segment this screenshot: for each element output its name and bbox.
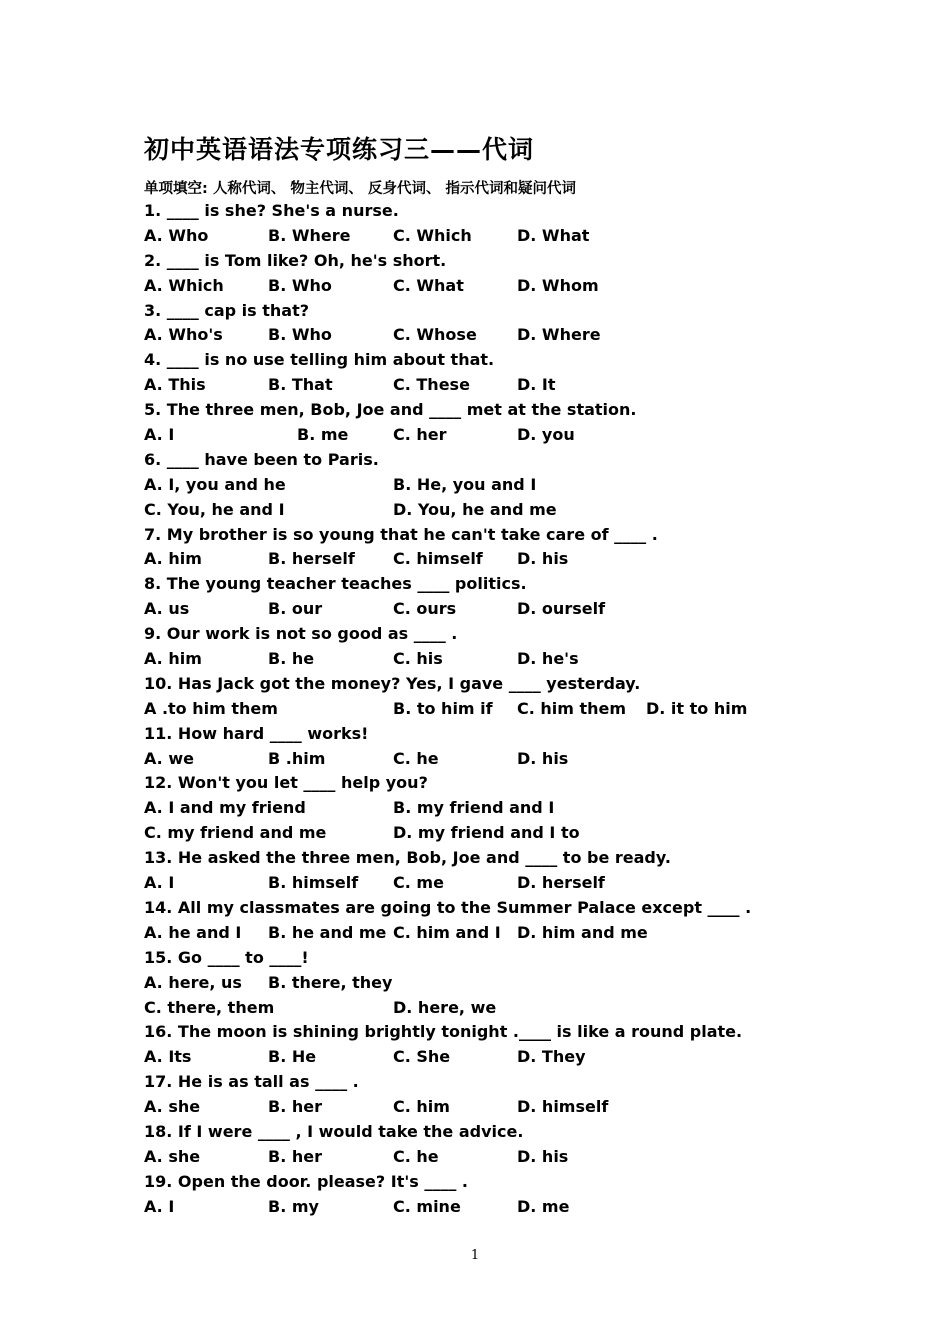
options-row — [144, 996, 751, 1021]
question-text: 13. He asked the three men, Bob, Joe and ____ to be ready. — [144, 848, 671, 868]
answer-option: C. ours — [393, 599, 457, 619]
answer-option: A. I — [144, 425, 175, 445]
answer-option: A. here, us — [144, 972, 242, 992]
question-text: 4. ____ is no use telling him about that. — [144, 350, 495, 370]
answer-option: A. This — [144, 375, 206, 395]
answer-option: D. What — [517, 225, 590, 245]
answer-option: C. You, he and I — [144, 499, 285, 519]
answer-option: C. he — [393, 1146, 439, 1166]
answer-option: B. her — [268, 1146, 322, 1166]
answer-option: C. him them — [517, 698, 627, 718]
answer-option: C. her — [393, 425, 447, 445]
answer-option: C. him and I — [393, 922, 501, 942]
answer-option: D. They — [517, 1047, 586, 1067]
answer-option: D. ourself — [517, 599, 606, 619]
question-text: 17. He is as tall as ____ . — [144, 1072, 359, 1092]
answer-option: A. us — [144, 599, 190, 619]
answer-option: B. Who — [268, 325, 332, 345]
answer-option: A. him — [144, 549, 202, 569]
answer-option: B. her — [268, 1097, 322, 1117]
answer-option: A. Its — [144, 1047, 192, 1067]
question-text: 16. The moon is shining brightly tonight .____ is like a round plate. — [144, 1022, 743, 1042]
question-text: 1. ____ is she? She's a nurse. — [144, 201, 399, 220]
answer-option: C. his — [393, 649, 443, 669]
answer-option: B. he — [268, 649, 315, 669]
answer-option: A. Which — [144, 275, 224, 295]
options-row — [144, 423, 751, 448]
answer-option: A. him — [144, 649, 202, 669]
answer-option: D. his — [517, 748, 569, 768]
answer-option: B. our — [268, 599, 323, 619]
answer-option: A. I — [144, 1196, 175, 1216]
options-row — [144, 1045, 751, 1070]
answer-option: B. Where — [268, 225, 351, 245]
options-row — [144, 373, 751, 398]
question-text: 9. Our work is not so good as ____ . — [144, 624, 458, 644]
question-text: 7. My brother is so young that he can't take care of ____ . — [144, 524, 658, 544]
answer-option: D. you — [517, 425, 575, 445]
answer-option: C. What — [393, 275, 464, 295]
answer-option: B. He — [268, 1047, 317, 1067]
answer-option: D. me — [517, 1196, 570, 1216]
answer-option: B. me — [297, 425, 349, 445]
answer-option: B. there, they — [268, 972, 393, 992]
answer-option: D. It — [517, 375, 556, 395]
question-text: 8. The young teacher teaches ____ politics. — [144, 574, 527, 594]
answer-option: A. Who — [144, 225, 209, 245]
answer-option: B. himself — [268, 873, 359, 893]
answer-option: D. my friend and I to — [393, 823, 580, 843]
answer-option: B. my friend and I — [393, 798, 555, 818]
answer-option: A. I — [144, 873, 175, 893]
options-row — [144, 921, 751, 946]
answer-option: A. she — [144, 1146, 201, 1166]
section-heading: 单项填空: 人称代词、 物主代词、 反身代词、 指示代词和疑问代词 — [144, 181, 576, 197]
answer-option: C. him — [393, 1097, 450, 1117]
answer-option: A. I and my friend — [144, 798, 306, 818]
answer-option: B. Who — [268, 275, 332, 295]
options-row — [144, 971, 751, 996]
question-text: 5. The three men, Bob, Joe and ____ met at the station. — [144, 400, 637, 420]
answer-option: B. herself — [268, 549, 355, 569]
answer-option: D. it to him — [646, 698, 748, 718]
options-row — [144, 1145, 751, 1170]
document-title: 初中英语语法专项练习三——代词 — [144, 135, 535, 164]
question-text: 3. ____ cap is that? — [144, 300, 309, 320]
question-text: 10. Has Jack got the money? Yes, I gave ____ yesterday. — [144, 673, 641, 693]
answer-option: B. he and me — [268, 922, 387, 942]
options-row — [144, 747, 751, 772]
options-row — [144, 224, 751, 249]
answer-option: D. his — [517, 549, 569, 569]
options-row — [144, 597, 751, 622]
answer-option: B .him — [268, 748, 326, 768]
answer-option: D. him and me — [517, 922, 648, 942]
answer-option: D. You, he and me — [393, 499, 557, 519]
question-text: 18. If I were ____ , I would take the advice. — [144, 1121, 524, 1141]
answer-option: C. mine — [393, 1196, 461, 1216]
answer-option: C. he — [393, 748, 439, 768]
question-text: 15. Go ____ to ____! — [144, 947, 309, 967]
answer-option: C. She — [393, 1047, 451, 1067]
question-text: 2. ____ is Tom like? Oh, he's short. — [144, 250, 447, 270]
options-row — [144, 796, 751, 821]
question-text: 6. ____ have been to Paris. — [144, 449, 379, 469]
answer-option: C. my friend and me — [144, 823, 327, 843]
options-row — [144, 647, 751, 672]
answer-option: D. his — [517, 1146, 569, 1166]
options-row — [144, 473, 751, 498]
answer-option: B. to him if — [393, 698, 493, 718]
answer-option: A. she — [144, 1097, 201, 1117]
answer-option: C. Which — [393, 225, 472, 245]
question-text: 11. How hard ____ works! — [144, 723, 369, 743]
question-text: 12. Won't you let ____ help you? — [144, 773, 428, 793]
options-row — [144, 274, 751, 299]
options-row — [144, 547, 751, 572]
answer-option: C. there, them — [144, 997, 275, 1017]
answer-option: C. Whose — [393, 325, 477, 345]
answer-option: D. here, we — [393, 997, 497, 1017]
answer-option: B. He, you and I — [393, 474, 537, 494]
answer-option: C. me — [393, 873, 444, 893]
answer-option: D. himself — [517, 1097, 609, 1117]
options-row — [144, 821, 751, 846]
page-number: 1 — [470, 1248, 480, 1263]
answer-option: C. himself — [393, 549, 483, 569]
exercise-list — [144, 199, 751, 1220]
answer-option: C. These — [393, 375, 470, 395]
options-row — [144, 1095, 751, 1120]
answer-option: A. he and I — [144, 922, 242, 942]
answer-option: D. Whom — [517, 275, 599, 295]
answer-option: A .to him them — [144, 698, 278, 718]
options-row — [144, 871, 751, 896]
answer-option: A. we — [144, 748, 194, 768]
options-row — [144, 498, 751, 523]
options-row — [144, 697, 751, 722]
answer-option: D. herself — [517, 873, 605, 893]
options-row — [144, 1195, 751, 1220]
question-text: 14. All my classmates are going to the Summer Palace except ____ . — [144, 897, 752, 917]
options-row — [144, 323, 751, 348]
answer-option: A. I, you and he — [144, 474, 286, 494]
answer-option: B. That — [268, 375, 333, 395]
answer-option: D. he's — [517, 649, 579, 669]
question-text: 19. Open the door. please? It's ____ . — [144, 1171, 468, 1191]
answer-option: D. Where — [517, 325, 601, 345]
answer-option: B. my — [268, 1196, 319, 1216]
answer-option: A. Who's — [144, 325, 223, 345]
